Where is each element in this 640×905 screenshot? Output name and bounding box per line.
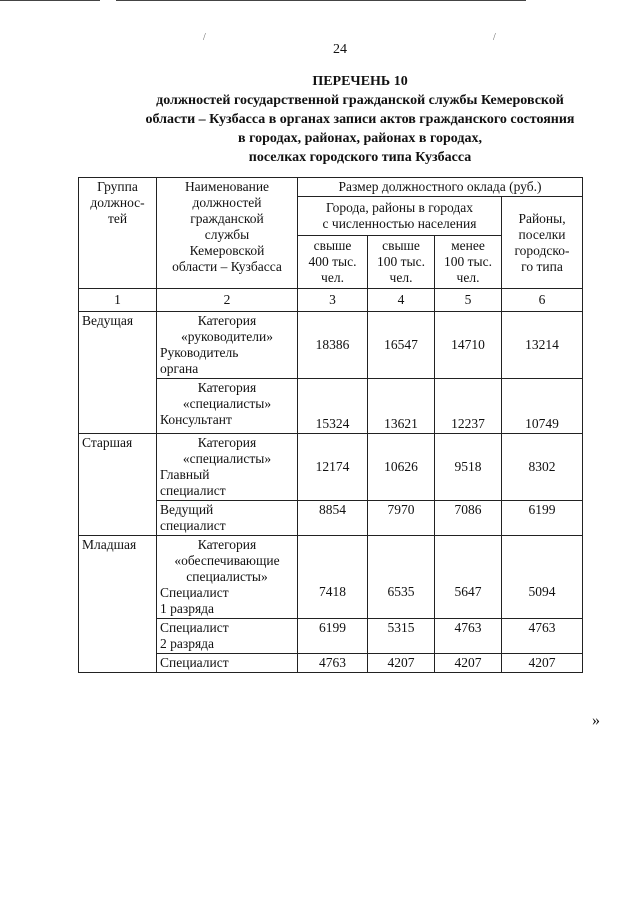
title-line: в городах, районах, районах в городах, [238,131,482,146]
title-heading: ПЕРЕЧЕНЬ 10 [312,74,408,89]
salary-value: 7418 [298,536,368,619]
salary-value: 13621 [368,379,435,434]
group-cell: Младшая [79,536,157,673]
salary-value: 4207 [435,654,502,673]
column-number: 3 [298,289,368,312]
salary-value: 8854 [298,501,368,536]
page-number: 24 [333,42,347,57]
position-cell: Ведущий специалист [157,501,298,536]
salary-value: 18386 [298,312,368,379]
salary-value: 6535 [368,536,435,619]
salary-value: 7970 [368,501,435,536]
salary-value: 8302 [502,434,583,501]
table-row [79,312,583,379]
scan-mark: / [493,32,496,43]
scan-mark: / [203,32,206,43]
column-number: 6 [502,289,583,312]
salary-value: 12174 [298,434,368,501]
salary-value: 6199 [298,619,368,654]
document-title [40,72,640,167]
header-cities: Города, районы в городах с численностью населения [298,197,502,236]
header-under-100k: менее 100 тыс. чел. [435,236,502,289]
salary-value: 13214 [502,312,583,379]
title-line: области – Кузбасса в органах записи актов гражданского состояния [145,112,575,127]
column-number: 2 [157,289,298,312]
column-number: 4 [368,289,435,312]
position-cell: Категория «специалисты» Консультант [157,379,298,434]
header-districts: Районы, поселки городско- го типа [502,197,583,289]
salary-value: 5647 [435,536,502,619]
top-rule-left [0,0,100,1]
salary-value: 14710 [435,312,502,379]
table-header-row [79,178,583,197]
salary-value: 15324 [298,379,368,434]
table-row [79,434,583,501]
position-cell: Категория «специалисты» Главный специалист [157,434,298,501]
header-over-100k: свыше 100 тыс. чел. [368,236,435,289]
salary-value: 5094 [502,536,583,619]
title-line: должностей государственной гражданской службы Кемеровской [156,93,564,108]
header-position-name: Наименование должностей гражданской службы Кемеровской области – Кузбасса [157,178,298,289]
salary-value: 4763 [502,619,583,654]
column-number: 5 [435,289,502,312]
salary-value: 4207 [502,654,583,673]
salary-value: 4207 [368,654,435,673]
header-group: Группа должнос- тей [79,178,157,289]
salary-value: 4763 [435,619,502,654]
salary-value: 16547 [368,312,435,379]
salary-value: 7086 [435,501,502,536]
salary-value: 10626 [368,434,435,501]
closing-quote: » [592,712,600,729]
salary-value: 4763 [298,654,368,673]
position-cell: Специалист 2 разряда [157,619,298,654]
table-row [79,536,583,619]
position-cell: Категория «руководители» Руководитель органа [157,312,298,379]
group-cell: Старшая [79,434,157,536]
salary-value: 5315 [368,619,435,654]
column-number: 1 [79,289,157,312]
salary-value: 6199 [502,501,583,536]
salary-table [78,177,583,673]
position-cell: Категория «обеспечивающие специалисты» Специалист 1 разряда [157,536,298,619]
header-over-400k: свыше 400 тыс. чел. [298,236,368,289]
top-rule-right [116,0,526,1]
header-salary: Размер должностного оклада (руб.) [298,178,583,197]
position-cell: Специалист [157,654,298,673]
salary-value: 10749 [502,379,583,434]
title-line: поселках городского типа Кузбасса [248,150,472,165]
salary-value: 9518 [435,434,502,501]
group-cell: Ведущая [79,312,157,434]
column-number-row [79,289,583,312]
salary-value: 12237 [435,379,502,434]
